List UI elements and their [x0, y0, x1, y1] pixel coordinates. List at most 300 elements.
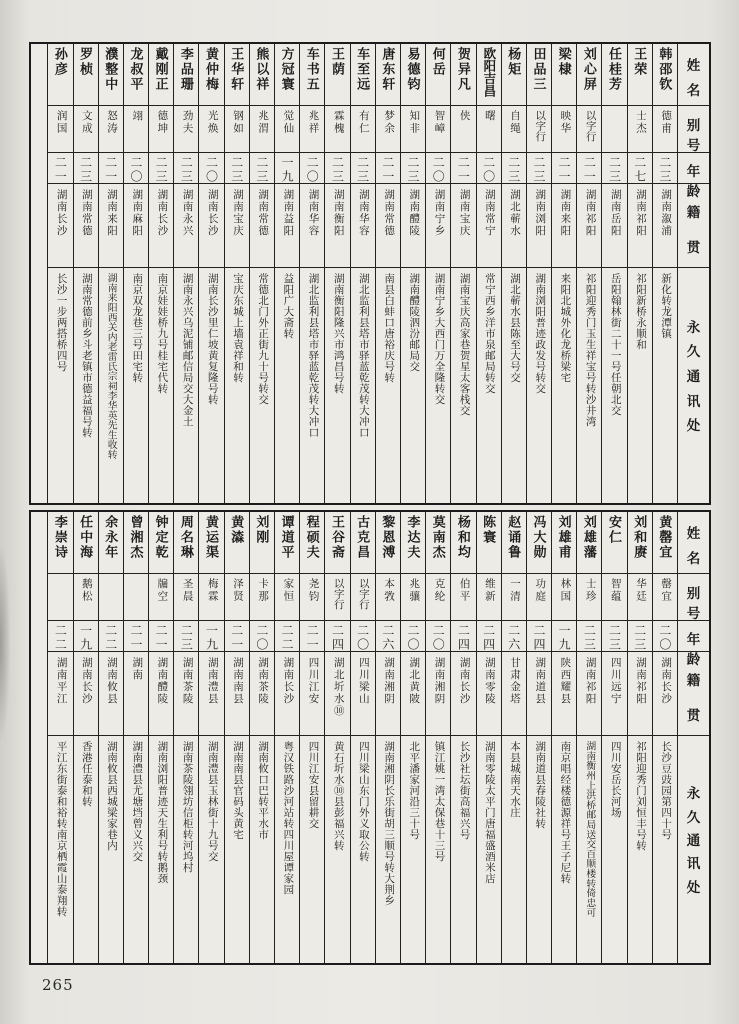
entry-alias: 士杰	[628, 105, 652, 152]
entry-age: 二三	[174, 152, 198, 183]
entry-age: 二三	[527, 152, 551, 183]
entry-native: 湖南祁阳	[577, 651, 601, 735]
entry-age: 一九	[199, 620, 223, 651]
entry-alias: 以字行	[325, 573, 349, 620]
entry-age: 二三	[351, 152, 375, 183]
entry-age: 二三	[602, 152, 626, 183]
entry-native: 湖南湘阴	[376, 651, 400, 735]
entry-address: 湖南澧县玉林街十九号交	[199, 735, 223, 963]
entry-name: 刘和赓	[632, 515, 648, 560]
entry-name: 车书五	[304, 47, 320, 92]
header-native: 籍 贯	[678, 651, 709, 735]
scan-smudge	[0, 548, 10, 738]
entry-address: 祁阳迎秀门玉生祥宝号转沙井湾	[577, 267, 601, 503]
header-name: 姓 名	[686, 57, 701, 98]
entry-column	[249, 512, 274, 963]
entry-column	[425, 44, 450, 503]
entry-alias: 霖槐	[325, 105, 349, 152]
entry-name: 黄仲梅	[204, 47, 220, 92]
entry-name: 黄运渠	[204, 515, 220, 560]
entry-address: 宝庆东城上墙袁祥和转	[225, 267, 249, 503]
entry-alias: 梦余	[376, 105, 400, 152]
entry-native: 湖南常德	[74, 183, 98, 267]
entry-column	[324, 44, 349, 503]
entry-column	[148, 512, 173, 963]
entry-alias: 兆祥	[300, 105, 324, 152]
entry-column	[98, 44, 123, 503]
entry-column	[652, 512, 677, 963]
entry-alias: 翊	[124, 105, 148, 152]
entry-native: 湖南醴陵	[401, 183, 425, 267]
entry-column	[73, 44, 98, 503]
entry-native: 湖南长沙	[48, 183, 72, 267]
entry-age: 二三	[250, 152, 274, 183]
entry-alias: 光焕	[199, 105, 223, 152]
entry-age: 二三	[74, 152, 98, 183]
entry-alias: 曙	[477, 105, 501, 152]
entry-name: 李品珊	[178, 47, 194, 92]
entry-age: 二三	[502, 152, 526, 183]
entry-native: 湖南永兴	[174, 183, 198, 267]
registry-table-bottom	[29, 510, 711, 965]
entry-alias: 牖空	[149, 573, 173, 620]
entry-native: 湖南宁乡	[426, 183, 450, 267]
entry-native: 湖南平江	[48, 651, 72, 735]
entry-native: 湖南南县	[225, 651, 249, 735]
entry-alias: 家恒	[275, 573, 299, 620]
entry-name: 莫南杰	[430, 515, 446, 560]
entry-age: 二一	[124, 620, 148, 651]
entry-column	[501, 512, 526, 963]
entry-name: 王荣	[632, 47, 648, 77]
entry-age: 二一	[552, 152, 576, 183]
entry-native: 湖南浏阳	[527, 183, 551, 267]
entry-address: 湖南长沙里仁坡黄复隆号转	[199, 267, 223, 503]
entry-name: 余永年	[103, 515, 119, 560]
entry-alias: 林国	[552, 573, 576, 620]
entry-alias: 以字行	[577, 105, 601, 152]
entry-name: 安仁	[607, 515, 623, 545]
entry-age: 二四	[451, 620, 475, 651]
header-alias: 别 号	[678, 105, 709, 152]
entry-column	[148, 44, 173, 503]
entry-name: 王华轩	[229, 47, 245, 92]
entry-alias: 知非	[401, 105, 425, 152]
entry-name: 杨矩	[506, 47, 522, 77]
entry-name: 梁棣	[556, 47, 572, 77]
entry-alias: 维新	[477, 573, 501, 620]
entry-address: 四川安岳长河场	[602, 735, 626, 963]
entry-column	[274, 44, 299, 503]
entry-column	[123, 44, 148, 503]
entry-address: 湖南来阳西关内老雷氏宗祠李华英先生收转	[99, 267, 123, 503]
header-address: 永 久 通 讯 处	[678, 267, 709, 503]
entry-age: 二四	[527, 620, 551, 651]
entry-alias: 功庭	[527, 573, 551, 620]
entry-native: 湖南祁阳	[577, 183, 601, 267]
entry-age: 二〇	[351, 620, 375, 651]
entry-native: 湖南来阳	[552, 183, 576, 267]
entry-column	[601, 512, 626, 963]
entry-age: 一九	[74, 620, 98, 651]
entry-native: 湖南长沙	[149, 183, 173, 267]
entry-address: 湖南衡阳隆兴市鸿昌号转	[325, 267, 349, 503]
entry-native: 甘肃金塔	[502, 651, 526, 735]
entry-alias: 以字行	[527, 105, 551, 152]
entry-native: 湖南攸县	[99, 651, 123, 735]
entry-column	[526, 44, 551, 503]
entry-column	[476, 512, 501, 963]
entry-name: 任桂芳	[607, 47, 623, 92]
entry-alias: 映华	[552, 105, 576, 152]
entry-column	[576, 44, 601, 503]
entry-name: 贺异凡	[455, 47, 471, 92]
entry-name: 刘刚	[254, 515, 270, 545]
entry-native: 湖南茶陵	[174, 651, 198, 735]
entry-address: 湖南宝庆高家巷贺星太客栈交	[451, 267, 475, 503]
entry-name: 刘心屏	[581, 47, 597, 92]
entry-alias: 梅霖	[199, 573, 223, 620]
entry-column	[73, 512, 98, 963]
entry-name: 田品三	[531, 47, 547, 92]
entry-age: 二一	[376, 152, 400, 183]
entry-native: 陕西耀县	[552, 651, 576, 735]
entry-alias: 一清	[502, 573, 526, 620]
entry-age: 二二	[275, 620, 299, 651]
entry-native: 湖南华容	[300, 183, 324, 267]
entry-age: 二三	[225, 152, 249, 183]
entry-age: 二一	[149, 620, 173, 651]
entry-native: 湖南长沙	[199, 183, 223, 267]
entry-column	[375, 512, 400, 963]
entry-native: 湖南岳阳	[602, 183, 626, 267]
entry-address: 祁阳迎秀门刘恒丰号转	[628, 735, 652, 963]
entry-age: 二〇	[250, 620, 274, 651]
entry-native: 湖北圻水⑩	[325, 651, 349, 735]
entry-age: 二〇	[653, 620, 677, 651]
entry-native: 湖南零陵	[477, 651, 501, 735]
entry-age: 二四	[477, 620, 501, 651]
entry-column	[47, 44, 72, 503]
entry-column	[501, 44, 526, 503]
entry-name: 车至远	[355, 47, 371, 92]
header-address: 永 久 通 讯 处	[678, 735, 709, 963]
entry-alias: 德坤	[149, 105, 173, 152]
entry-alias: 士珍	[577, 573, 601, 620]
entry-native: 湖南长沙	[451, 651, 475, 735]
entry-alias: 觉仙	[275, 105, 299, 152]
entry-address: 湖南南县官码头黄宅	[225, 735, 249, 963]
entry-age: 二〇	[300, 152, 324, 183]
entry-column	[551, 512, 576, 963]
entry-name: 戴刚正	[153, 47, 169, 92]
entry-name: 孙彦	[52, 47, 68, 77]
entry-native: 湖南常德	[250, 183, 274, 267]
entry-alias: 以字行	[351, 573, 375, 620]
entry-name: 何岳	[430, 47, 446, 77]
entry-address: 湖南湘阴长乐街胡三顺号转大荆乡	[376, 735, 400, 963]
entry-alias: 德甫	[653, 105, 677, 152]
entry-column	[224, 512, 249, 963]
entry-native: 湖南益阳	[275, 183, 299, 267]
entry-native: 湖南长沙	[275, 651, 299, 735]
entry-name: 熊以祥	[254, 47, 270, 92]
entry-alias: 泽贤	[225, 573, 249, 620]
entry-column	[576, 512, 601, 963]
entry-address: 湖南道县春陵社转	[527, 735, 551, 963]
entry-address: 湖南澧县尤塘垱曾义兴交	[124, 735, 148, 963]
entry-column	[274, 512, 299, 963]
entry-alias: 劲夫	[174, 105, 198, 152]
registry-table-top	[29, 42, 711, 505]
entry-name: 方冠寰	[279, 47, 295, 92]
entry-column	[173, 44, 198, 503]
entry-native: 湖南溆浦	[653, 183, 677, 267]
entry-name: 陈寰	[481, 515, 497, 545]
entry-name: 周名琳	[178, 515, 194, 560]
page-number: 265	[42, 976, 74, 994]
entry-alias	[48, 573, 72, 620]
entry-address: 镇江姚一湾太保巷十三号	[426, 735, 450, 963]
entry-column	[249, 44, 274, 503]
entry-native: 湖南祁阳	[628, 651, 652, 735]
entry-age: 二四	[325, 620, 349, 651]
entry-age: 二一	[577, 152, 601, 183]
entry-native: 湖南华容	[351, 183, 375, 267]
entry-age: 二三	[577, 620, 601, 651]
entry-native: 湖南醴陵	[149, 651, 173, 735]
entry-native: 湖北黄陂	[401, 651, 425, 735]
entry-address: 平江东街泰和裕转南京栖霞山泰翔转	[48, 735, 72, 963]
entry-alias: 鹅松	[74, 573, 98, 620]
entry-alias: 润国	[48, 105, 72, 152]
entry-name: 易德钧	[405, 47, 421, 92]
entry-age: 二二	[99, 620, 123, 651]
entry-address: 湖南浏阳普迹天生利号转鹅颈	[149, 735, 173, 963]
entry-address: 湖北蕲水县陈至大号交	[502, 267, 526, 503]
entry-address: 北平潘家河沿三十号	[401, 735, 425, 963]
entry-name: 王谷斋	[329, 515, 345, 560]
entry-address: 益阳广大斋转	[275, 267, 299, 503]
entry-age: 二〇	[401, 620, 425, 651]
entry-age: 二七	[628, 152, 652, 183]
entry-native: 湖南麻阳	[124, 183, 148, 267]
entry-name: 古克昌	[355, 515, 371, 560]
entry-native: 湖南衡阳	[325, 183, 349, 267]
entry-address: 湖北监利县塔市驿蓝乾茂转大冲口	[300, 267, 324, 503]
entry-alias: 卡那	[250, 573, 274, 620]
entry-name: 李崇诗	[52, 515, 68, 560]
entry-age: 二三	[174, 620, 198, 651]
entry-column	[601, 44, 626, 503]
entry-alias: 本敩	[376, 573, 400, 620]
entry-column	[526, 512, 551, 963]
entry-address: 粤汉铁路沙河站转四川屋谭家园	[275, 735, 299, 963]
entry-name: 刘雄甫	[556, 515, 572, 560]
entry-column	[47, 512, 72, 963]
entry-address: 南京双龙巷三号田宅转	[124, 267, 148, 503]
entry-column	[450, 512, 475, 963]
entry-age: 一九	[275, 152, 299, 183]
entry-column	[224, 44, 249, 503]
entry-alias: 有仁	[351, 105, 375, 152]
entry-native: 湖南宝庆	[225, 183, 249, 267]
header-age: 年 龄	[678, 620, 709, 651]
entry-alias	[99, 573, 123, 620]
entry-name: 韩邵钦	[657, 47, 673, 92]
entry-native: 湖南祁阳	[628, 183, 652, 267]
entry-alias: 侠	[451, 105, 475, 152]
header-alias: 别 号	[678, 573, 709, 620]
entry-address: 祁阳新桥永顺和	[628, 267, 652, 503]
entry-name: 黄罄宜	[657, 515, 673, 560]
entry-age: 二六	[502, 620, 526, 651]
header-age: 年 龄	[678, 152, 709, 183]
entry-native: 湖南湘阴	[426, 651, 450, 735]
entry-column	[299, 512, 324, 963]
entry-native: 湖南澧县	[199, 651, 223, 735]
entry-name: 龙叔平	[128, 47, 144, 92]
entry-age: 二三	[325, 152, 349, 183]
entry-address: 香港任泰和转	[74, 735, 98, 963]
entry-native: 四川远宁	[602, 651, 626, 735]
entry-name: 赵诵鲁	[506, 515, 522, 560]
entry-column	[476, 44, 501, 503]
entry-alias: 兆渭	[250, 105, 274, 152]
entry-name: 曾湘杰	[128, 515, 144, 560]
entry-name: 罗桢	[78, 47, 94, 77]
entry-age: 二〇	[124, 152, 148, 183]
entry-age: 二〇	[477, 152, 501, 183]
entry-name: 王荫	[329, 47, 345, 77]
entry-age: 二一	[99, 152, 123, 183]
entry-address: 湖南零陵太平门唐福盛酒米店	[477, 735, 501, 963]
entry-address: 岳阳翰林街二十一号任朝北交	[602, 267, 626, 503]
entry-native: 湖南道县	[527, 651, 551, 735]
entry-native: 湖南常宁	[477, 183, 501, 267]
entry-column	[551, 44, 576, 503]
entry-name: 黎恩溥	[380, 515, 396, 560]
entry-age: 二三	[653, 152, 677, 183]
entry-name: 冯大勋	[531, 515, 547, 560]
entry-address: 湖南永兴乌泥铺邮信局交大金土	[174, 267, 198, 503]
registry-tables	[29, 42, 711, 965]
entry-address: 湖南常德前乡斗老镇市德益福号转	[74, 267, 98, 503]
header-column	[677, 512, 709, 963]
entry-name: 刘雄藩	[581, 515, 597, 560]
entry-column	[98, 512, 123, 963]
entry-native: 湖南宝庆	[451, 183, 475, 267]
entry-column	[627, 512, 652, 963]
entry-alias: 尧钧	[300, 573, 324, 620]
entry-column	[425, 512, 450, 963]
entry-column	[198, 44, 223, 503]
entry-age: 二一	[451, 152, 475, 183]
entry-address: 常德北门外正街九十号转交	[250, 267, 274, 503]
entry-age: 二〇	[426, 152, 450, 183]
entry-column	[450, 44, 475, 503]
entry-column	[627, 44, 652, 503]
entry-alias	[602, 105, 626, 152]
entry-native: 四川梁山	[351, 651, 375, 735]
entry-alias: 罄宜	[653, 573, 677, 620]
entry-address: 本县城南天水庄	[502, 735, 526, 963]
entry-address: 四川江安县留耕交	[300, 735, 324, 963]
entry-alias: 自绳	[502, 105, 526, 152]
entry-alias: 圣晨	[174, 573, 198, 620]
header-name: 姓 名	[686, 525, 701, 566]
entry-alias: 兆骧	[401, 573, 425, 620]
entry-address: 长沙豆豉园第四十号	[653, 735, 677, 963]
entry-age: 二三	[602, 620, 626, 651]
entry-age: 二二	[48, 620, 72, 651]
entry-native: 湖南常德	[376, 183, 400, 267]
entry-age: 二三	[628, 620, 652, 651]
entry-address: 湖南宁乡大西门万全隆转交	[426, 267, 450, 503]
entry-address: 湖南浏阳普迹政发号转交	[527, 267, 551, 503]
entry-age: 二〇	[199, 152, 223, 183]
entry-name: 唐东轩	[380, 47, 396, 92]
entry-alias: 华廷	[628, 573, 652, 620]
entry-native: 湖南长沙	[653, 651, 677, 735]
entry-column	[299, 44, 324, 503]
entry-address: 长沙社坛街高福兴号	[451, 735, 475, 963]
entry-column	[400, 512, 425, 963]
entry-age: 二三	[149, 152, 173, 183]
entry-age: 二一	[300, 620, 324, 651]
entry-native: 湖南来阳	[99, 183, 123, 267]
header-column	[677, 44, 709, 503]
entry-alias: 智蕴	[602, 573, 626, 620]
entry-address: 湖南攸县西城梁家巷内	[99, 735, 123, 963]
entry-native: 湖南长沙	[74, 651, 98, 735]
entry-column	[123, 512, 148, 963]
entry-name: 钟定乾	[153, 515, 169, 560]
entry-address: 来阳北城外化龙桥梁宅	[552, 267, 576, 503]
entry-native: 湖南	[124, 651, 148, 735]
entry-alias: 怒涛	[99, 105, 123, 152]
entry-native: 湖北蕲水	[502, 183, 526, 267]
entry-name: 欧阳吉昌	[481, 47, 496, 97]
entry-address: 湖南醴陵泗汾邮局交	[401, 267, 425, 503]
entry-native: 湖南茶陵	[250, 651, 274, 735]
entry-address: 黄石圻水⑩县彭福兴转	[325, 735, 349, 963]
entry-address: 湖北监利县塔市驿蓝乾茂转大冲口	[351, 267, 375, 503]
entry-address: 湖南茶陵翎坊信柜转河坞村	[174, 735, 198, 963]
header-native: 籍 贯	[678, 183, 709, 267]
entry-address: 常宁西乡洋市泉邮局转交	[477, 267, 501, 503]
entry-column	[350, 44, 375, 503]
entry-address: 新化转龙潭镇	[653, 267, 677, 503]
entry-column	[198, 512, 223, 963]
entry-address: 南京唱经楼德源祥号王子尼转	[552, 735, 576, 963]
entry-alias: 智嶂	[426, 105, 450, 152]
entry-address: 四川梁山东门外义取公转	[351, 735, 375, 963]
entry-name: 黄潹	[229, 515, 245, 545]
entry-name: 杨和均	[455, 515, 471, 560]
entry-name: 任中海	[78, 515, 94, 560]
entry-age: 二六	[376, 620, 400, 651]
entry-alias: 文成	[74, 105, 98, 152]
entry-age: 二〇	[426, 620, 450, 651]
entry-column	[375, 44, 400, 503]
entry-column	[324, 512, 349, 963]
entry-age: 二三	[401, 152, 425, 183]
entry-column	[400, 44, 425, 503]
entry-native: 四川江安	[300, 651, 324, 735]
entry-column	[652, 44, 677, 503]
entry-address: 南京娃娃桥九号桂宅代转	[149, 267, 173, 503]
